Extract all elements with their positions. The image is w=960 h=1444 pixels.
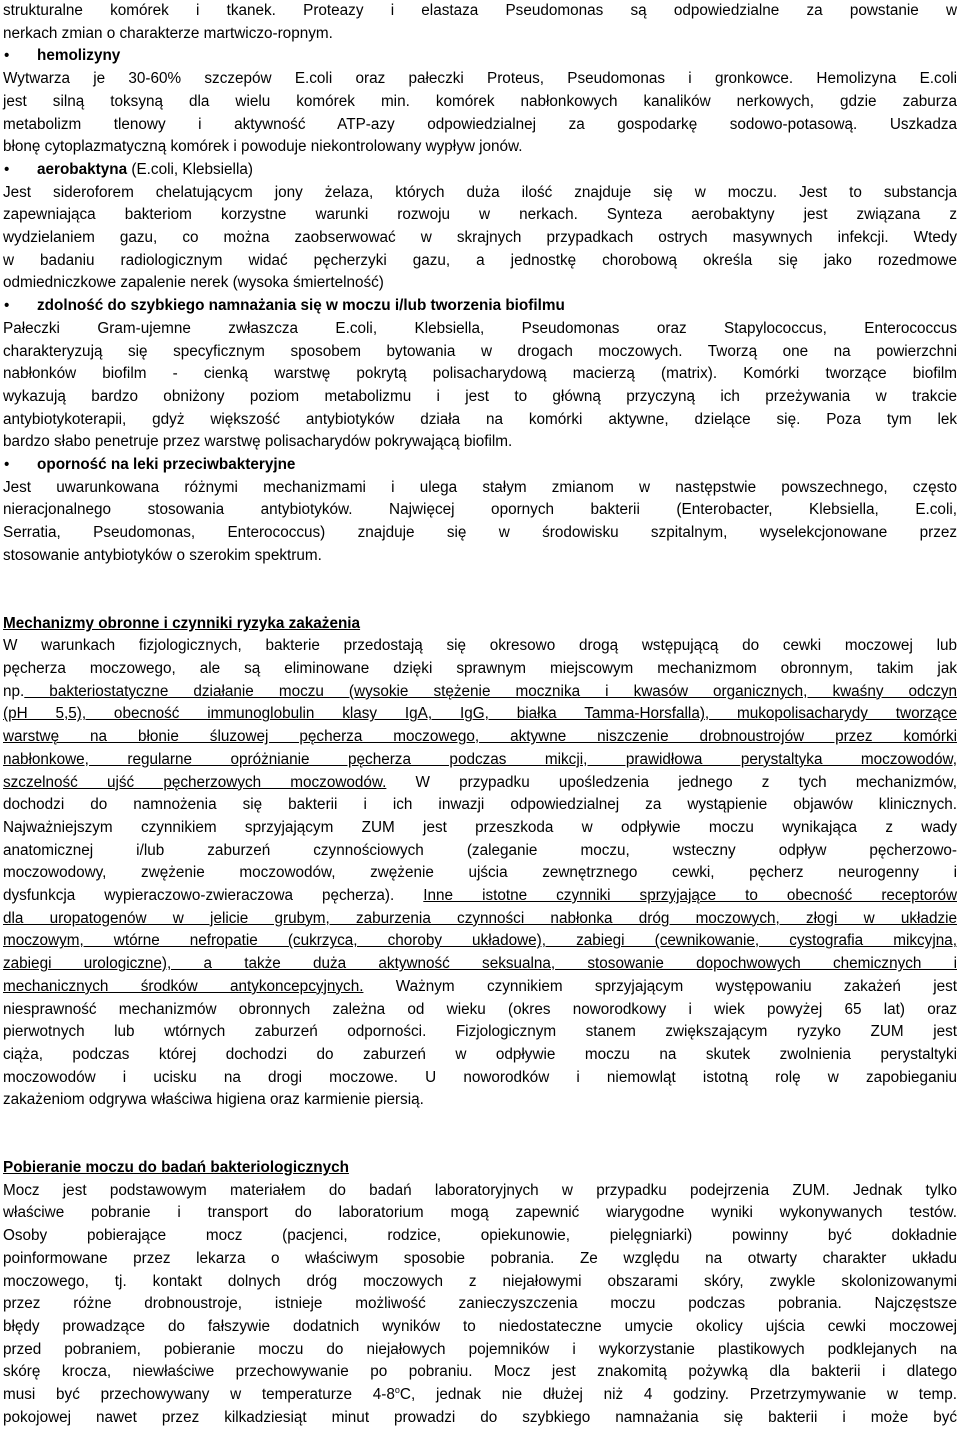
text-line: moczowodowy, zwężenie moczowodów, zwężenie ujścia zewnętrznego cewki, pęcherz neurogenny i: [3, 864, 957, 882]
text-line: metabolizm tlenowy i aktywność ATP-azy odpowiedzialnej za gospodarkę sodowo-potasową. Uszkadza: [3, 115, 957, 133]
text-run: np.: [3, 682, 25, 700]
text-line: błędy prowadzące do fałszywie dodatnich wyników to niedostateczne umycie okolicy ujścia cewki moczowej: [3, 1317, 957, 1335]
text-line: Jest sideroforem chelatującycm jony żelaza, których duża ilość znajduje się w moczu. Jest to substancja: [3, 183, 957, 201]
text-line: Wytwarza je 30-60% szczepów E.coli oraz pałeczki Proteus, Pseudomonas i gronkowce. Hemolizyna E.coli: [3, 70, 957, 88]
bullet-heading-resistance: [3, 454, 957, 477]
text-line: poinformowane przez lekarza o właściwym sposobie pobrania. Ze względu na otwarty charakter układu: [3, 1249, 957, 1267]
text-line: jest silną toksyną dla wielu komórek min. komórek nabłonkowych kanalików nerkowych, gdzie zaburza: [3, 92, 957, 110]
degree-superscript: o: [394, 1384, 400, 1395]
text-line: anatomicznej i/lub zaburzeń czynnościowych (zaleganie moczu, wsteczny odpływ pęcherzowo-: [3, 841, 957, 859]
text-line: nabłonków biofilm - cienką warstwę pokrytą polisacharydową macierzą (matrix). Komórki tworzące biofilm: [3, 365, 957, 383]
text-line: pierwotnych lub wtórnych zaburzeń odporności. Fizjologicznym stanem zwiększającym ryzyko ZUM jest: [3, 1023, 957, 1041]
text-run: W przypadku upośledzenia jednego z tych mechanizmów,: [386, 773, 958, 791]
text-line: Osoby pobierające mocz (pacjenci, rodzice, opiekunowie, pielęgniarki) powinny być dokładnie: [3, 1227, 957, 1245]
text-line: skórę krocza, niewłaściwe przechowywanie po pobraniu. Mocz jest znakomitą pożywką dla bakterii i dlatego: [3, 1363, 957, 1381]
text-line: niesprawność mechanizmów obronnych zależna od wieku (okres noworodkowy i wiek powyżej 65 lat) oraz: [3, 1000, 957, 1018]
text-line: nabłonkowe, regularne opróżnianie pęcherza podczas mikcji, prawidłowa perystaltyka moczowodów,: [3, 750, 957, 768]
text-line: błonę cytoplazmatyczną komórek i powoduje niekontrolowany wypływ jonów.: [3, 138, 523, 156]
text-line: Serratia, Pseudomonas, Enterococcus) znajduje się w środowisku szpitalnym, wyselekcjonowane przez: [3, 524, 957, 542]
text-line: Najważniejszym czynnikiem sprzyjającym ZUM jest przeszkoda w odpływie moczu wynikająca z wady: [3, 818, 957, 836]
text-run-underlined: szczelność ujść pęcherzowych moczowodów.: [3, 773, 387, 791]
text-line: ciąża, podczas której dochodzi do zaburzeń w odpływie moczu na skutek zwolnienia perystaltyki: [3, 1045, 957, 1063]
text-line: dla uropatogenów w jelicie grubym, zaburzenia czynności nabłonka dróg moczowych, złogi w układzie: [3, 909, 957, 927]
heading-text: hemolizyny: [37, 47, 121, 65]
text-run: Ważnym czynnikiem sprzyjającym występowaniu zakażeń jest: [363, 977, 957, 995]
section-title-urine-sampling: Pobieranie moczu do badań bakteriologicznych: [3, 1159, 349, 1177]
heading-text: [37, 159, 253, 182]
text-line: nerkach zmian o charakterze martwiczo-ropnym.: [3, 24, 333, 42]
text-line: przez różne drobnoustroje, istnieje możliwość zanieczyszczenia moczu podczas pobrania. Najczęstsze: [3, 1295, 957, 1313]
heading-text: oporność na leki przeciwbakteryjne: [37, 456, 296, 474]
text-run-underlined: mechanicznych środków antykoncepcyjnych.: [3, 977, 364, 995]
text-line: moczowodów i ucisku na drogi moczowe. U noworodków i niemowląt istotną rolę w zapobieganiu: [3, 1068, 957, 1086]
text-line: dochodzi do namnożenia się bakterii i ich inwazji odpowiedzialnej za wystąpienie objawów klinicznych.: [3, 796, 957, 814]
text-line: w badaniu radiologicznym widać pęcherzyki gazu, a jednostkę chorobową określa się jako rozedmowe: [3, 251, 957, 269]
bullet-icon: •: [4, 456, 10, 474]
text-line: Mocz jest podstawowym materiałem do badań laboratoryjnych w przypadku podejrzenia ZUM. Jednak tylko: [3, 1181, 957, 1199]
bullet-heading-hemolysins: [3, 45, 957, 68]
text-run: musi być przechowywany w temperaturze 4-8: [3, 1386, 395, 1404]
text-line: antybiotykoterapii, gdyż większość antybiotyków działa na komórki aktywne, dzielące się. Poza tym lek: [3, 410, 957, 428]
text-line: (pH 5,5), obecność immunoglobulin klasy IgA, IgG, białka Tamma-Horsfalla), mukopolisacharydy tworzące: [3, 705, 957, 723]
text-line: [3, 976, 957, 999]
text-run-underlined: Inne istotne czynniki sprzyjające to obecność receptorów: [423, 887, 957, 905]
bullet-heading-biofilm: [3, 295, 957, 318]
section-spacer: [3, 568, 957, 613]
text-run: dysfunkcja wypieraczowo-zwieraczowa pęcherza).: [3, 887, 424, 905]
text-line: odmiedniczkowe zapalenie nerek (wysoka śmiertelność): [3, 274, 384, 292]
text-line: [3, 1384, 957, 1407]
bullet-icon: •: [4, 47, 10, 65]
text-line: wydzielaniem gazu, co można zaobserwować w skrajnych przypadkach ostrych masywnych infekcji. Wtedy: [3, 229, 957, 247]
text-line: [3, 681, 957, 704]
text-line: zakażeniom odgrywa właściwa higiena oraz karmienie piersią.: [3, 1091, 424, 1109]
text-line: moczowym, wtórne nefropatie (cukrzyca, choroby układowe), zabiegi (cewnikowanie, cystografia mikcyjna,: [3, 932, 957, 950]
text-line: pokojowej nawet przez kilkadziesiąt minut prowadzi do szybkiego namnażania się bakterii i może być: [3, 1408, 957, 1426]
section-spacer: [3, 1112, 957, 1157]
text-line: stosowanie antybiotyków o szerokim spektrum.: [3, 546, 322, 564]
text-line: właściwe pobranie i transport do laboratorium mogą zapewnić wiarygodne wyniki wykonywanych testów.: [3, 1204, 957, 1222]
text-line: bardzo słabo penetruje przez warstwę polisacharydów pokrywającą biofilm.: [3, 433, 513, 451]
text-line: W warunkach fizjologicznych, bakterie przedostają się okresowo drogą wstępującą do cewki moczowej lub: [3, 637, 957, 655]
text-line: warstwę na błonie śluzowej pęcherza moczowego, aktywne niszczenie drobnoustrojów przez komórki: [3, 728, 957, 746]
text-line: zabiegi urologiczne), a także duża aktywność seksualna, stosowanie dopochwowych chemicznych i: [3, 955, 957, 973]
section-title-defense-mechanisms: Mechanizmy obronne i czynniki ryzyka zakażenia: [3, 614, 361, 632]
text-line: zapewniająca bakteriom korzystne warunki rozwoju w nerkach. Synteza aerobaktyny jest związana z: [3, 206, 957, 224]
text-line: pęcherza moczowego, ale są eliminowane dzięki sprawnym miejscowym mechanizmom obronnym, takim jak: [3, 659, 957, 677]
text-run-underlined: bakteriostatyczne działanie moczu (wysokie stężenie mocznika i kwasów organicznych, kwaśny odczyn: [24, 682, 957, 700]
text-line: [3, 772, 957, 795]
text-line: nieracjonalnego stosowania antybiotyków. Najwięcej opornych bakterii (Enterobacter, Klebsiella, E.coli,: [3, 501, 957, 519]
text-line: [3, 885, 957, 908]
bullet-icon: •: [4, 297, 10, 315]
text-line: moczowego, tj. kontakt dolnych dróg moczowych z niejałowymi obszarami skóry, zwykle skolonizowanymi: [3, 1272, 957, 1290]
text-line: przed pobraniem, pobieranie moczu do niejałowych pojemników i wykorzystanie plastikowych podklejanych na: [3, 1340, 957, 1358]
text-line: Pałeczki Gram-ujemne zwłaszcza E.coli, Klebsiella, Pseudomonas oraz Stapylococcus, Enterococcus: [3, 319, 957, 337]
heading-bold: aerobaktyna: [37, 160, 128, 178]
bullet-icon: •: [4, 160, 10, 178]
text-line: charakteryzują się specyficznym sposobem bytowania w drogach moczowych. Tworzą one na powierzchni: [3, 342, 957, 360]
text-line: Jest uwarunkowana różnymi mechanizmami i ulega stałym zmianom w następstwie powszechnego, często: [3, 478, 957, 496]
text-line: strukturalne komórek i tkanek. Proteazy i elastaza Pseudomonas są odpowiedzialne za powstanie w: [3, 2, 957, 19]
heading-rest: (E.coli, Klebsiella): [127, 160, 253, 178]
bullet-heading-aerobactin: [3, 159, 957, 182]
text-run: C, jednak nie dłużej niż 4 godziny. Przetrzymywanie w temp.: [399, 1386, 957, 1404]
text-line: wykazują bardzo obniżony poziom metabolizmu i jest to główną przyczyną ich przeżywania w trakcie: [3, 387, 957, 405]
heading-text: zdolność do szybkiego namnażania się w moczu i/lub tworzenia biofilmu: [37, 297, 565, 315]
